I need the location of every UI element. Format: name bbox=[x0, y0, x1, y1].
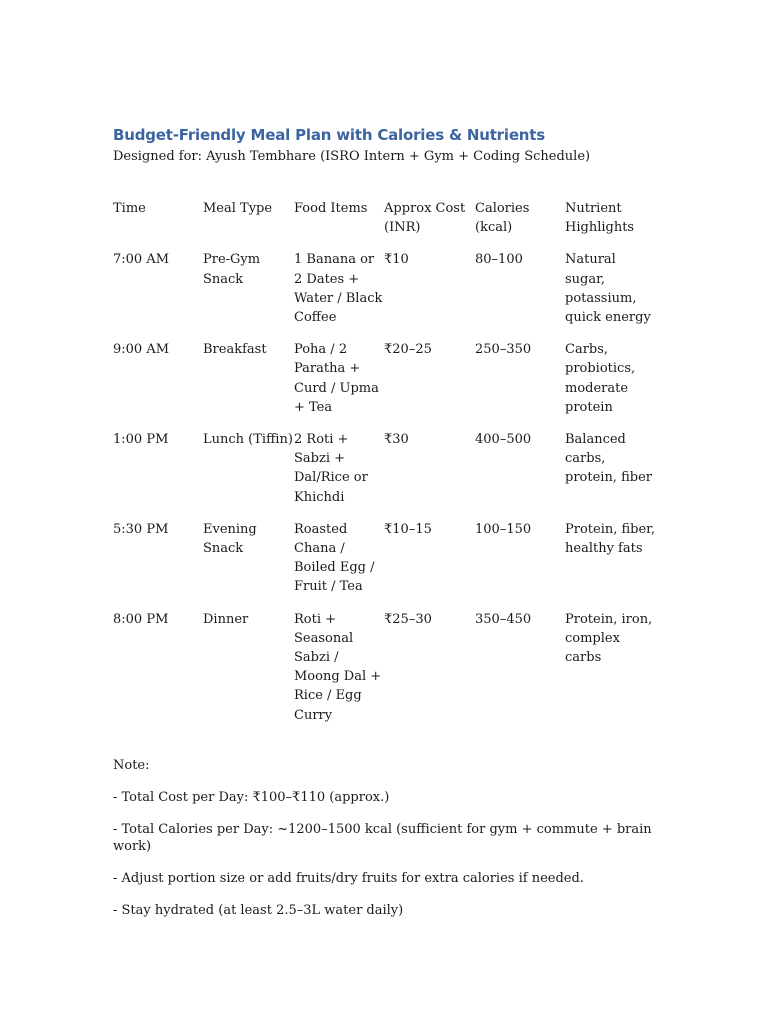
cell-time: 1:00 PM bbox=[113, 432, 169, 448]
cell-approx-cost: ₹20–25 bbox=[384, 342, 432, 358]
cell-approx-cost: ₹10–15 bbox=[384, 521, 432, 537]
cell-calories: 100–150 bbox=[475, 521, 532, 537]
cell-food-items: 2 Roti + Sabzi + Dal/Rice or Khichdi bbox=[294, 432, 368, 505]
cell-food-items: 1 Banana or 2 Dates + Water / Black Coffee bbox=[294, 252, 383, 326]
cell-food-items: Roasted Chana / Boiled Egg / Fruit / Tea bbox=[294, 521, 375, 595]
cell-calories: 350–450 bbox=[475, 611, 532, 627]
header-meal-type: Meal Type bbox=[203, 201, 273, 216]
cell-food-items: Poha / 2 Paratha + Curd / Upma + Tea bbox=[294, 342, 379, 415]
cell-approx-cost: ₹10 bbox=[384, 252, 409, 268]
cell-approx-cost: ₹25–30 bbox=[384, 611, 432, 627]
cell-nutrient-highlights: Carbs, probiotics, moderate protein bbox=[565, 342, 636, 415]
cell-meal-type: Evening Snack bbox=[203, 521, 257, 557]
cell-nutrient-highlights: Natural sugar, potassium, quick energy bbox=[565, 252, 651, 326]
table-row bbox=[113, 520, 658, 610]
header-nutrient-highlights: Nutrient Highlights bbox=[565, 201, 635, 236]
cell-time: 7:00 AM bbox=[113, 252, 170, 268]
cell-calories: 80–100 bbox=[475, 252, 523, 268]
table-row bbox=[113, 250, 658, 340]
cell-calories: 400–500 bbox=[475, 432, 532, 448]
table-row bbox=[113, 430, 658, 520]
table-header-row bbox=[113, 199, 658, 250]
header-time: Time bbox=[113, 201, 146, 216]
document-subtitle: Designed for: Ayush Tembhare (ISRO Intern + Gym + Coding Schedule) bbox=[113, 149, 591, 164]
note-item: - Stay hydrated (at least 2.5–3L water daily) bbox=[113, 902, 404, 918]
table-row bbox=[113, 340, 658, 430]
cell-meal-type: Breakfast bbox=[203, 342, 267, 358]
cell-time: 9:00 AM bbox=[113, 342, 170, 358]
cell-nutrient-highlights: Protein, fiber, healthy fats bbox=[565, 521, 656, 557]
notes-heading: Note: bbox=[113, 757, 150, 773]
cell-meal-type: Pre-Gym Snack bbox=[203, 252, 261, 287]
cell-meal-type: Lunch (Tiffin) bbox=[203, 432, 293, 448]
cell-meal-type: Dinner bbox=[203, 611, 249, 627]
notes-section bbox=[113, 757, 673, 919]
cell-nutrient-highlights: Balanced carbs, protein, fiber bbox=[565, 432, 652, 486]
header-approx-cost: Approx Cost (INR) bbox=[384, 201, 466, 236]
cell-time: 5:30 PM bbox=[113, 521, 169, 537]
header-calories: Calories (kcal) bbox=[475, 201, 530, 236]
cell-approx-cost: ₹30 bbox=[384, 432, 409, 448]
cell-time: 8:00 PM bbox=[113, 611, 169, 627]
cell-calories: 250–350 bbox=[475, 342, 532, 358]
note-item: - Total Calories per Day: ~1200–1500 kcal (sufficient for gym + commute + brain work) bbox=[113, 821, 652, 854]
table-row bbox=[113, 610, 658, 738]
document-title: Budget-Friendly Meal Plan with Calories & Nutrients bbox=[113, 126, 545, 144]
header-food-items: Food Items bbox=[294, 201, 368, 216]
note-item: - Adjust portion size or add fruits/dry fruits for extra calories if needed. bbox=[113, 870, 584, 886]
meal-plan-table bbox=[113, 199, 658, 738]
cell-nutrient-highlights: Protein, iron, complex carbs bbox=[565, 611, 653, 666]
note-item: - Total Cost per Day: ₹100–₹110 (approx.) bbox=[113, 789, 390, 805]
cell-food-items: Roti + Seasonal Sabzi / Moong Dal + Rice / Egg Curry bbox=[294, 611, 382, 723]
document-page bbox=[113, 125, 673, 934]
